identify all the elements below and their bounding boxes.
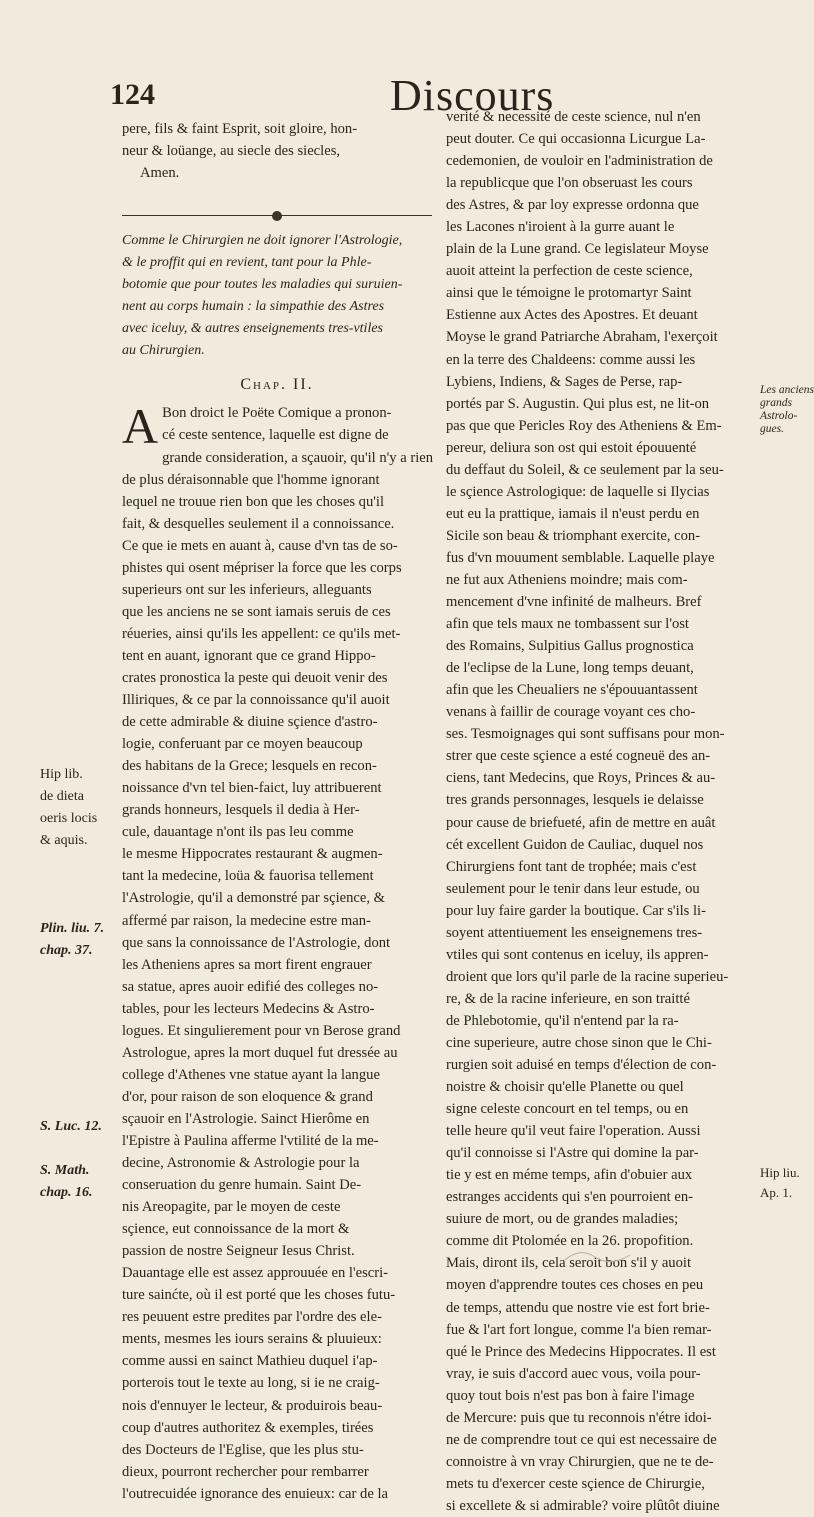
chapter-heading: Chap. II. — [240, 376, 314, 394]
margin-note: Plin. liu. 7. — [40, 921, 105, 936]
text-line: pas que que Pericles Roy des Atheniens & Em- — [446, 417, 722, 434]
text-line: tant la medecine, loüa & fauorisa tellement — [122, 868, 374, 885]
margin-note-line: gues. — [760, 423, 784, 435]
text-line: cine superieure, autre chose sinon que le Chi- — [446, 1034, 712, 1051]
text-line: peut douter. Ce qui occasionna Licurgue La- — [446, 131, 706, 148]
right-body-text — [446, 106, 752, 1517]
text-line: eut eu la prattique, iamais il n'eust perdu en — [446, 505, 700, 522]
text-line: lequel ne trouue rien bon que les choses qu'il — [122, 493, 385, 510]
text-line: tres grands personnages, lesquels ie delaisse — [446, 792, 704, 809]
text-line: les Lacones n'iroient à la gurre auant le — [446, 219, 675, 236]
text-line: sa statue, apres auoir edifié des colleges no- — [122, 978, 379, 995]
margin-note: chap. 16. — [40, 1185, 93, 1200]
text-line: tent en auant, ignorant que ce grand Hippo- — [122, 647, 376, 664]
text-line: de cette admirable & diuine sçience d'astro- — [122, 714, 378, 731]
text-line: moyen d'apprendre toutes ces choses en peu — [446, 1277, 704, 1294]
text-line: des Docteurs de l'Eglise, que les plus stu- — [122, 1441, 364, 1458]
text-line: ciens, tant Medecins, que Roys, Princes & au- — [446, 770, 716, 787]
text-line: conseruation du genre humain. Saint De- — [122, 1177, 362, 1194]
text-line: pour cause de briefueté, afin de mettre en auât — [446, 814, 716, 831]
text-line: le mesme Hippocrates restaurant & augmen- — [122, 846, 383, 863]
text-line: pereur, deliura son ost qui estoit épouuenté — [446, 439, 697, 456]
text-line: qu'il connoisse si l'Astre qui domine la par- — [446, 1145, 699, 1162]
text-line: res peuuent estre predites par l'ordre des ele- — [122, 1309, 382, 1326]
text-line: droient que lors qu'il parle de la racine superieu- — [446, 968, 729, 985]
text-line: soyent attentiuement les enseignemens tres- — [446, 924, 703, 941]
text-line: rurgien soit aduisé en temps d'élection de con- — [446, 1057, 717, 1074]
text-line: vtiles qui sont contenus en iceluy, ils appren- — [446, 946, 709, 963]
text-line: ments, mesmes les iours serains & pluuieux: — [122, 1331, 382, 1348]
text-line: tie y est en méme temps, afin d'obuier aux — [446, 1167, 693, 1184]
text-line: des habitans de la Grece; lesquels en recon- — [122, 758, 377, 775]
drop-cap: A — [122, 398, 159, 455]
text-line: grande consideration, a sçauoir, qu'il n'y a rien — [162, 449, 434, 466]
text-line: des Romains, Sulpitius Gallus prognostica — [446, 638, 694, 655]
text-line: telle heure qu'il veut faire l'operation. Aussi — [446, 1123, 701, 1140]
summary-line: nent au corps humain : la simpathie des Astres — [122, 299, 385, 315]
text-line: quoy tout bois n'est pas bon à faire l'image — [446, 1387, 695, 1404]
left-column — [122, 118, 432, 1505]
left-body-text — [122, 398, 434, 1504]
margin-note: Hip lib. — [40, 767, 83, 782]
margin-note-line: grands — [760, 397, 792, 409]
text-line: ne de comprendre tout ce qui est necessaire de — [446, 1431, 717, 1448]
margin-note-line: Astrolo- — [760, 410, 798, 422]
text-line: des Astres, & par loy expresse ordonna que — [446, 197, 699, 214]
text-line: ses. Tesmoignages qui sont suffisans pour mon- — [446, 726, 725, 743]
margin-note: S. Math. — [40, 1163, 90, 1178]
text-line: suiure de mort, ou de grandes maladies; — [446, 1211, 679, 1228]
text-line: du deffaut du Soleil, & ce seulement par la seu- — [446, 461, 724, 478]
text-line: Mais, diront ils, cela seroit bon s'il y auoit — [446, 1255, 692, 1272]
text-line: comme dit Ptolomée en la 26. propofition. — [446, 1233, 694, 1250]
text-line: cule, dauantage n'ont ils pas leu comme — [122, 824, 354, 841]
text-line: le sçience Astrologique: de laquelle si Ilycias — [446, 483, 710, 500]
text-line: strer que ceste sçience a esté cogneuë des an- — [446, 748, 711, 765]
text-line: plain de la Lune grand. Ce legislateur Moyse — [446, 241, 709, 258]
margin-note: & aquis. — [40, 833, 88, 848]
text-line: vray, ie suis d'accord auec vous, voila pour- — [446, 1365, 701, 1382]
text-line: l'Epistre à Paulina afferme l'vtilité de la me- — [122, 1132, 379, 1149]
text-line: sçauoir en l'Astrologie. Sainct Hierôme en — [122, 1110, 370, 1127]
text-line: Bon droict le Poëte Comique a pronon- — [162, 405, 392, 422]
text-line: l'outrecuidée ignorance des enuieux: car de la — [122, 1485, 389, 1502]
text-line: de temps, attendu que nostre vie est fort brie- — [446, 1299, 710, 1316]
text-line: cét excellent Guidon de Cauliac, duquel nos — [446, 836, 704, 853]
text-line: cedemonien, de vouloir en l'administration de — [446, 153, 713, 170]
text-line: auoit atteint la perfection de ceste science, — [446, 263, 693, 280]
text-line: réueries, ainsi qu'ils les appellent: ce qu'ils met- — [122, 625, 401, 642]
text-line: ne fut aux Atheniens moindre; mais com- — [446, 571, 688, 588]
text-line: fue & l'art fort longue, comme l'a bien remar- — [446, 1321, 712, 1338]
text-line: sçience, eut connoissance de la mort & — [122, 1221, 350, 1238]
bleed-through-mark — [560, 1245, 640, 1265]
margin-note: Ap. 1. — [760, 1185, 793, 1200]
text-line: Chirurgiens font tant de trophée; mais c'est — [446, 858, 697, 875]
text-line: pour luy faire garder la boutique. Car s'ils li- — [446, 902, 706, 919]
text-line: coup d'autres authoritez & exemples, tirées — [122, 1419, 374, 1436]
margin-note: chap. 37. — [40, 943, 93, 958]
text-line: logie, conferuant par ce moyen beaucoup — [122, 736, 363, 753]
text-line: d'or, pour raison de son eloquence & grand — [122, 1088, 373, 1105]
text-line: que les anciens ne se sont iamais seruis de ces — [122, 603, 391, 620]
text-line: la republicque que l'on obseruast les cours — [446, 175, 693, 192]
text-line: que sans la connoissance de l'Astrologie, dont — [122, 934, 391, 951]
text-line: superieurs ont sur les inferieurs, alleguants — [122, 581, 372, 598]
text-line: neur & loüange, au siecle des siecles, — [122, 143, 341, 160]
text-line: fait, & desquelles seulement il a connoissance. — [122, 515, 395, 532]
text-line: ture sainćte, où il est porté que les choses futu- — [122, 1287, 396, 1304]
summary-line: botomie que pour toutes les maladies qui suruien- — [122, 277, 403, 293]
page-number: 124 — [110, 78, 155, 111]
text-line: l'Astrologie, qu'il a demonstré par sçience, & — [122, 890, 386, 907]
text-line: Astrologue, apres la mort duquel fut dressée au — [122, 1044, 398, 1061]
margin-note-line: Les anciens — [760, 384, 814, 396]
text-line: crates pronostica la peste qui deuoit venir des — [122, 669, 388, 686]
text-line: Illiriques, & ce par la connoissance qu'il auoit — [122, 692, 390, 709]
text-line: de plus déraisonnable que l'homme ignorant — [122, 471, 380, 488]
ornament-dot-icon — [272, 211, 282, 221]
text-line: dieux, pourront rechercher pour rembarrer — [122, 1463, 369, 1480]
text-line: comme aussi en sainct Mathieu duquel i'ap- — [122, 1353, 378, 1370]
right-column — [446, 106, 752, 1517]
text-line: passion de nostre Seigneur Iesus Christ. — [122, 1243, 355, 1260]
text-line: cé ceste sentence, laquelle est digne de — [162, 427, 389, 444]
summary-line: Comme le Chirurgien ne doit ignorer l'Astrologie, — [122, 233, 403, 249]
text-line: logues. Et singulierement pour vn Berose grand — [122, 1022, 401, 1039]
text-line: fus d'vn mouument semblable. Laquelle playe — [446, 549, 715, 566]
chapter-body — [122, 398, 434, 1504]
text-line: Dauantage elle est assez approuuée en l'escri- — [122, 1265, 388, 1282]
summary-line: avec iceluy, & autres enseignements tres-vtiles — [122, 321, 383, 337]
summary-line: au Chirurgien. — [122, 343, 205, 359]
margin-note: de dieta — [40, 789, 84, 804]
text-line: si excellete & si admirable? voire plûtôt diuine — [446, 1497, 720, 1514]
text-line: connoistre à vn vray Chirurgien, que ne te de- — [446, 1453, 714, 1470]
text-line: porterois tout le texte au long, si ie ne craig- — [122, 1375, 380, 1392]
text-line: venans à faillir de courage voyant ces cho- — [446, 704, 696, 721]
text-line: Ce que ie mets en auant à, cause d'vn tas de so- — [122, 537, 398, 554]
text-line: de l'eclipse de la Lune, long temps deuant, — [446, 660, 694, 677]
text-line: qué le Prince des Medecins Hippocrates. Il est — [446, 1343, 716, 1360]
text-line: nis Areopagite, par le moyen de ceste — [122, 1199, 341, 1216]
text-line: de Mercure: puis que tu reconnois n'étre idoi- — [446, 1409, 712, 1426]
text-line: Estienne aux Actes des Apostres. Et deuant — [446, 307, 698, 324]
text-line: Sicile son beau & triomphant exercite, con- — [446, 527, 701, 544]
section-divider — [122, 206, 432, 224]
text-line: Amen. — [140, 165, 180, 182]
margin-note-anciens — [760, 384, 814, 436]
text-line: afin que les Cheualiers ne s'épouuantassent — [446, 682, 698, 699]
text-line: college d'Athenes vne statue ayant la langue — [122, 1066, 380, 1083]
text-line: nois d'ennuyer le lecteur, & produirois beau- — [122, 1397, 383, 1414]
summary-line: & le proffit qui en revient, tant pour la Phle- — [122, 255, 372, 271]
margin-note: S. Luc. 12. — [40, 1119, 102, 1134]
text-line: mencement d'vne infinité de malheurs. Bref — [446, 594, 702, 611]
text-line: verité & necessité de ceste science, nul n'en — [446, 109, 701, 125]
text-line: re, & de la racine inferieure, en son traitté — [446, 990, 690, 1007]
text-line: afin que tels maux ne tombassent sur l'ost — [446, 616, 689, 633]
text-line: ainsi que le témoigne le protomartyr Saint — [446, 285, 692, 302]
text-line: decine, Astronomie & Astrologie pour la — [122, 1155, 360, 1172]
text-line: noissance d'vn tel bien-faict, luy attribuerent — [122, 780, 382, 797]
text-line: portés par S. Augustin. Qui plus est, ne lit-on — [446, 395, 710, 412]
text-line: les Atheniens apres sa mort firent engrauer — [122, 956, 372, 973]
chapter-summary — [122, 230, 432, 362]
text-line: mets tu d'exercer ceste sçience de Chirurgie, — [446, 1475, 705, 1492]
text-line: noistre & choisir qu'elle Planette ou quel — [446, 1079, 684, 1096]
text-line: de Phlebotomie, qu'il n'entend par la ra- — [446, 1012, 679, 1029]
text-line: signe celeste concourt en tel temps, ou en — [446, 1101, 689, 1118]
text-line: grands honneurs, lesquels il dedia à Her- — [122, 802, 360, 819]
text-line: Moyse le grand Patriarche Abraham, l'exerçoit — [446, 329, 718, 346]
text-line: affermé par raison, la medecine estre man- — [122, 912, 371, 929]
text-line: tables, pour les lecteurs Medecins & Astro- — [122, 1000, 375, 1017]
text-line: estranges accidents qui s'en pourroient en- — [446, 1189, 693, 1206]
text-line: Lybiens, Indiens, & Sages de Perse, rap- — [446, 373, 683, 390]
text-line: en la terre des Chaldeens: comme aussi les — [446, 351, 696, 368]
margin-note: Hip liu. — [760, 1165, 800, 1180]
text-line: phistes qui osent mépriser la force que les corps — [122, 559, 402, 576]
text-line: pere, fils & faint Esprit, soit gloire, hon- — [122, 121, 358, 137]
running-title: Discours — [390, 71, 555, 120]
margin-note: oeris locis — [40, 811, 98, 826]
text-line: seulement pour le tenir dans leur estude, ou — [446, 880, 700, 897]
